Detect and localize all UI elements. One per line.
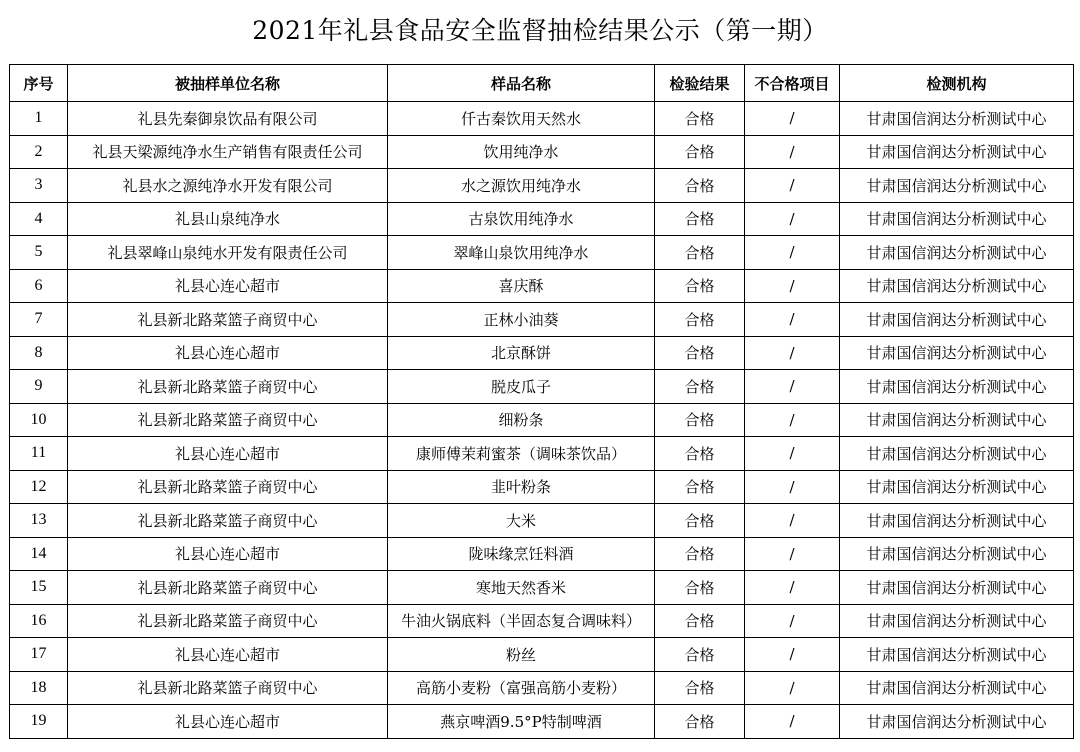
cell-result: 合格 xyxy=(655,604,745,638)
cell-sampled-unit: 礼县新北路菜篮子商贸中心 xyxy=(68,671,388,705)
cell-failed-items: / xyxy=(745,202,840,236)
cell-index: 4 xyxy=(10,202,68,236)
cell-sample-name: 翠峰山泉饮用纯净水 xyxy=(388,236,655,270)
table-row xyxy=(10,269,1074,303)
cell-index: 17 xyxy=(10,638,68,672)
cell-failed-items: / xyxy=(745,370,840,404)
table-row xyxy=(10,303,1074,337)
cell-sampled-unit: 礼县新北路菜篮子商贸中心 xyxy=(68,303,388,337)
cell-failed-items: / xyxy=(745,571,840,605)
cell-testing-agency: 甘肃国信润达分析测试中心 xyxy=(840,202,1074,236)
cell-failed-items: / xyxy=(745,303,840,337)
cell-index: 19 xyxy=(10,705,68,739)
cell-sampled-unit: 礼县新北路菜篮子商贸中心 xyxy=(68,370,388,404)
cell-index: 12 xyxy=(10,470,68,504)
table-row xyxy=(10,671,1074,705)
cell-result: 合格 xyxy=(655,370,745,404)
cell-failed-items: / xyxy=(745,236,840,270)
col-header-result: 检验结果 xyxy=(655,65,745,102)
cell-testing-agency: 甘肃国信润达分析测试中心 xyxy=(840,504,1074,538)
cell-index: 13 xyxy=(10,504,68,538)
cell-result: 合格 xyxy=(655,504,745,538)
cell-failed-items: / xyxy=(745,504,840,538)
cell-testing-agency: 甘肃国信润达分析测试中心 xyxy=(840,236,1074,270)
table-row xyxy=(10,470,1074,504)
table-row xyxy=(10,102,1074,136)
cell-sample-name: 脱皮瓜子 xyxy=(388,370,655,404)
col-header-sample-name: 样品名称 xyxy=(388,65,655,102)
cell-sampled-unit: 礼县新北路菜篮子商贸中心 xyxy=(68,571,388,605)
cell-failed-items: / xyxy=(745,336,840,370)
cell-testing-agency: 甘肃国信润达分析测试中心 xyxy=(840,102,1074,136)
cell-result: 合格 xyxy=(655,403,745,437)
cell-sample-name: 仟古秦饮用天然水 xyxy=(388,102,655,136)
table-row xyxy=(10,236,1074,270)
table-row xyxy=(10,202,1074,236)
cell-failed-items: / xyxy=(745,537,840,571)
cell-sample-name: 细粉条 xyxy=(388,403,655,437)
table-row xyxy=(10,336,1074,370)
cell-sampled-unit: 礼县心连心超市 xyxy=(68,269,388,303)
cell-result: 合格 xyxy=(655,638,745,672)
cell-index: 11 xyxy=(10,437,68,471)
cell-failed-items: / xyxy=(745,470,840,504)
cell-sampled-unit: 礼县天梁源纯净水生产销售有限责任公司 xyxy=(68,135,388,169)
cell-sample-name: 陇味缘烹饪料酒 xyxy=(388,537,655,571)
table-row xyxy=(10,604,1074,638)
cell-failed-items: / xyxy=(745,102,840,136)
cell-result: 合格 xyxy=(655,135,745,169)
cell-testing-agency: 甘肃国信润达分析测试中心 xyxy=(840,470,1074,504)
cell-failed-items: / xyxy=(745,604,840,638)
cell-sample-name: 燕京啤酒9.5°P特制啤酒 xyxy=(388,705,655,739)
cell-testing-agency: 甘肃国信润达分析测试中心 xyxy=(840,135,1074,169)
cell-failed-items: / xyxy=(745,169,840,203)
cell-result: 合格 xyxy=(655,437,745,471)
cell-index: 18 xyxy=(10,671,68,705)
cell-sample-name: 大米 xyxy=(388,504,655,538)
cell-sampled-unit: 礼县新北路菜篮子商贸中心 xyxy=(68,470,388,504)
cell-index: 9 xyxy=(10,370,68,404)
col-header-testing-agency: 检测机构 xyxy=(840,65,1074,102)
table-row xyxy=(10,169,1074,203)
cell-sampled-unit: 礼县心连心超市 xyxy=(68,638,388,672)
cell-sampled-unit: 礼县翠峰山泉纯水开发有限责任公司 xyxy=(68,236,388,270)
header-row xyxy=(10,65,1074,102)
col-header-sampled-unit: 被抽样单位名称 xyxy=(68,65,388,102)
cell-testing-agency: 甘肃国信润达分析测试中心 xyxy=(840,537,1074,571)
cell-index: 16 xyxy=(10,604,68,638)
cell-sample-name: 北京酥饼 xyxy=(388,336,655,370)
table-row xyxy=(10,370,1074,404)
table-row xyxy=(10,705,1074,739)
table-row xyxy=(10,504,1074,538)
cell-result: 合格 xyxy=(655,537,745,571)
cell-sample-name: 古泉饮用纯净水 xyxy=(388,202,655,236)
cell-result: 合格 xyxy=(655,336,745,370)
cell-result: 合格 xyxy=(655,202,745,236)
cell-index: 5 xyxy=(10,236,68,270)
table-body xyxy=(10,102,1074,739)
cell-index: 3 xyxy=(10,169,68,203)
cell-testing-agency: 甘肃国信润达分析测试中心 xyxy=(840,370,1074,404)
cell-sampled-unit: 礼县新北路菜篮子商贸中心 xyxy=(68,504,388,538)
table-row xyxy=(10,638,1074,672)
cell-testing-agency: 甘肃国信润达分析测试中心 xyxy=(840,169,1074,203)
col-header-index: 序号 xyxy=(10,65,68,102)
cell-testing-agency: 甘肃国信润达分析测试中心 xyxy=(840,705,1074,739)
cell-sample-name: 韭叶粉条 xyxy=(388,470,655,504)
cell-index: 14 xyxy=(10,537,68,571)
cell-failed-items: / xyxy=(745,269,840,303)
cell-sampled-unit: 礼县山泉纯净水 xyxy=(68,202,388,236)
cell-sample-name: 高筋小麦粉（富强高筋小麦粉） xyxy=(388,671,655,705)
table-row xyxy=(10,135,1074,169)
cell-failed-items: / xyxy=(745,705,840,739)
table-row xyxy=(10,437,1074,471)
cell-index: 6 xyxy=(10,269,68,303)
cell-testing-agency: 甘肃国信润达分析测试中心 xyxy=(840,638,1074,672)
cell-testing-agency: 甘肃国信润达分析测试中心 xyxy=(840,269,1074,303)
cell-result: 合格 xyxy=(655,671,745,705)
cell-failed-items: / xyxy=(745,135,840,169)
cell-sampled-unit: 礼县新北路菜篮子商贸中心 xyxy=(68,604,388,638)
cell-sample-name: 寒地天然香米 xyxy=(388,571,655,605)
cell-result: 合格 xyxy=(655,169,745,203)
cell-result: 合格 xyxy=(655,269,745,303)
cell-testing-agency: 甘肃国信润达分析测试中心 xyxy=(840,437,1074,471)
cell-testing-agency: 甘肃国信润达分析测试中心 xyxy=(840,303,1074,337)
cell-testing-agency: 甘肃国信润达分析测试中心 xyxy=(840,403,1074,437)
page-title: 2021年礼县食品安全监督抽检结果公示（第一期） xyxy=(252,16,828,45)
cell-failed-items: / xyxy=(745,437,840,471)
cell-testing-agency: 甘肃国信润达分析测试中心 xyxy=(840,604,1074,638)
cell-sample-name: 粉丝 xyxy=(388,638,655,672)
cell-failed-items: / xyxy=(745,638,840,672)
cell-failed-items: / xyxy=(745,403,840,437)
cell-index: 8 xyxy=(10,336,68,370)
results-table xyxy=(9,64,1074,739)
cell-index: 10 xyxy=(10,403,68,437)
cell-sample-name: 正林小油葵 xyxy=(388,303,655,337)
cell-index: 2 xyxy=(10,135,68,169)
cell-sample-name: 牛油火锅底料（半固态复合调味料） xyxy=(388,604,655,638)
table-row xyxy=(10,537,1074,571)
cell-result: 合格 xyxy=(655,705,745,739)
cell-index: 1 xyxy=(10,102,68,136)
cell-testing-agency: 甘肃国信润达分析测试中心 xyxy=(840,671,1074,705)
cell-sampled-unit: 礼县心连心超市 xyxy=(68,437,388,471)
col-header-failed-items: 不合格项目 xyxy=(745,65,840,102)
cell-index: 15 xyxy=(10,571,68,605)
cell-failed-items: / xyxy=(745,671,840,705)
cell-sample-name: 康师傅茉莉蜜茶（调味茶饮品） xyxy=(388,437,655,471)
cell-sampled-unit: 礼县心连心超市 xyxy=(68,336,388,370)
cell-sample-name: 饮用纯净水 xyxy=(388,135,655,169)
cell-sample-name: 水之源饮用纯净水 xyxy=(388,169,655,203)
cell-index: 7 xyxy=(10,303,68,337)
cell-sampled-unit: 礼县先秦御泉饮品有限公司 xyxy=(68,102,388,136)
cell-sampled-unit: 礼县水之源纯净水开发有限公司 xyxy=(68,169,388,203)
cell-sample-name: 喜庆酥 xyxy=(388,269,655,303)
cell-sampled-unit: 礼县新北路菜篮子商贸中心 xyxy=(68,403,388,437)
cell-testing-agency: 甘肃国信润达分析测试中心 xyxy=(840,571,1074,605)
cell-sampled-unit: 礼县心连心超市 xyxy=(68,537,388,571)
cell-sampled-unit: 礼县心连心超市 xyxy=(68,705,388,739)
cell-result: 合格 xyxy=(655,102,745,136)
table-row xyxy=(10,403,1074,437)
cell-result: 合格 xyxy=(655,236,745,270)
table-row xyxy=(10,571,1074,605)
cell-testing-agency: 甘肃国信润达分析测试中心 xyxy=(840,336,1074,370)
cell-result: 合格 xyxy=(655,571,745,605)
cell-result: 合格 xyxy=(655,303,745,337)
cell-result: 合格 xyxy=(655,470,745,504)
